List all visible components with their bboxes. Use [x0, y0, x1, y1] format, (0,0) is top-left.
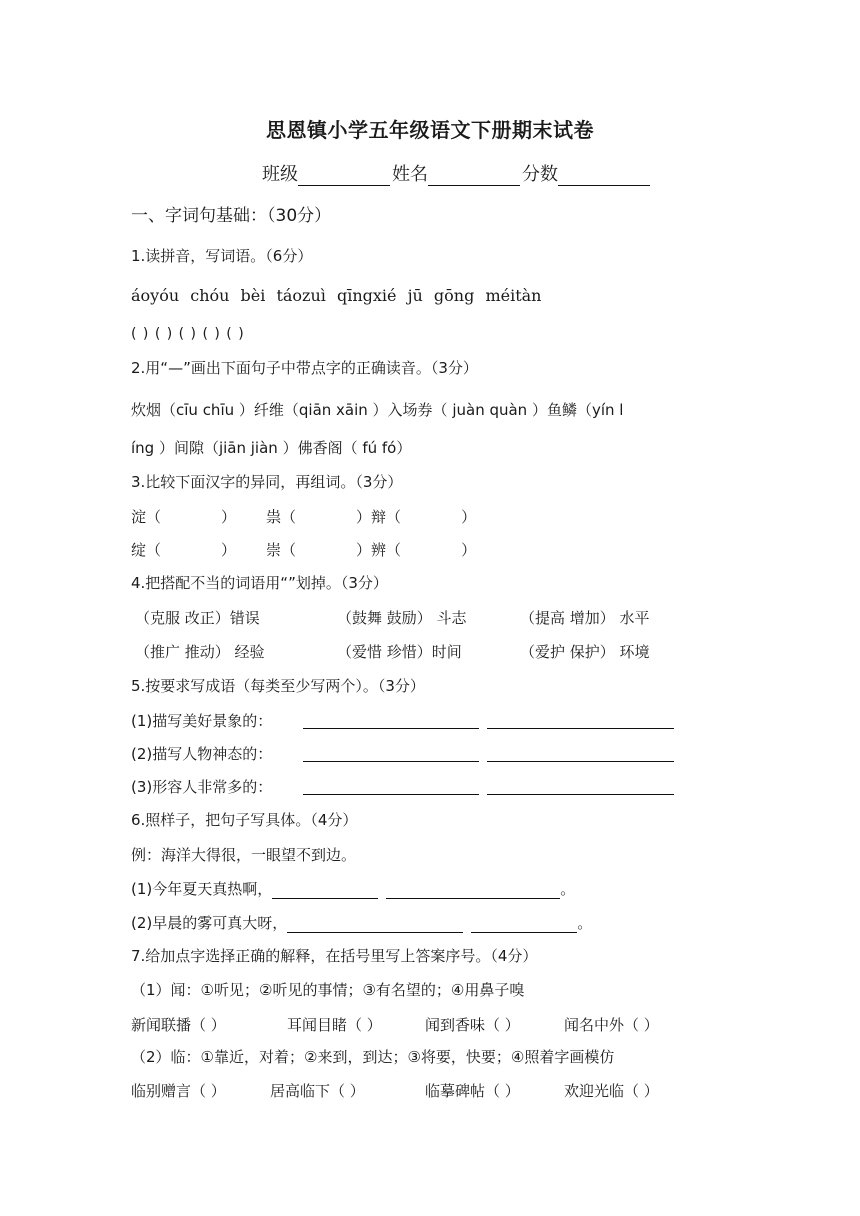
answer-line[interactable]	[287, 916, 463, 933]
q3-close: ）	[221, 541, 237, 559]
class-blank[interactable]	[298, 165, 390, 186]
q4-item[interactable]: （爱护 保护） 环境	[520, 643, 650, 661]
answer-line[interactable]	[487, 778, 674, 795]
q5-item	[131, 743, 272, 764]
q3-prompt: 3.比较下面汉字的异同，再组词。（3分）	[131, 473, 403, 491]
q1-answer-parens[interactable]: ( ) ( ) ( ) ( ) ( )	[131, 326, 244, 342]
q7-word[interactable]: 临摹碑帖（ ）	[425, 1082, 520, 1100]
q1-prompt: 1.读拼音，写词语。（6分）	[131, 247, 313, 265]
q4-item[interactable]: （克服 改正）错误	[135, 609, 260, 627]
answer-line[interactable]	[487, 712, 674, 729]
q5-item	[131, 710, 272, 731]
q5-label: (1)描写美好景象的：	[131, 712, 273, 730]
q6-prompt: 6.照样子，把句子写具体。（4分）	[131, 811, 358, 829]
exam-title: 思恩镇小学五年级语文下册期末试卷	[266, 118, 594, 142]
q2-prompt: 2.用“—”画出下面句子中带点字的正确读音。（3分）	[131, 359, 478, 377]
q3-char-3: ）辩（	[356, 508, 402, 526]
period: 。	[560, 880, 576, 898]
q7-word[interactable]: 闻名中外（ ）	[564, 1016, 659, 1034]
q3-char-6: ）辨（	[356, 541, 402, 559]
q3-char-4: 绽（	[131, 541, 162, 559]
q7-word[interactable]: 临别赠言（ ）	[131, 1082, 226, 1100]
q3-row	[131, 539, 476, 560]
q7-word[interactable]: 新闻联播（ ）	[131, 1016, 226, 1034]
student-info	[262, 160, 652, 186]
q5-prompt: 5.按要求写成语（每类至少写两个）。（3分）	[131, 677, 425, 695]
q5-item	[131, 776, 272, 797]
q4-item[interactable]: （爱惜 珍惜）时间	[337, 643, 462, 661]
q7-word[interactable]: 耳闻目睹（ ）	[287, 1016, 382, 1034]
q6-item-2	[131, 912, 592, 933]
q5-label: (2)描写人物神态的：	[131, 745, 273, 763]
q7-word[interactable]: 居高临下（ ）	[270, 1082, 365, 1100]
q7-word[interactable]: 欢迎光临（ ）	[564, 1082, 659, 1100]
score-blank[interactable]	[558, 165, 650, 186]
q4-item[interactable]: （推广 推动） 经验	[135, 643, 265, 661]
q3-char-5: 崇（	[266, 541, 297, 559]
period: 。	[577, 914, 593, 932]
q5-label: (3)形容人非常多的：	[131, 778, 273, 796]
q3-close: ）	[461, 508, 477, 526]
q3-char-1: 淀（	[131, 508, 162, 526]
answer-line[interactable]	[272, 882, 378, 899]
q1-pinyin: áoyóu chóu bèi táozuì qīngxié jū gōng méitàn	[131, 286, 542, 305]
answer-line[interactable]	[386, 882, 560, 899]
q4-prompt: 4.把搭配不当的词语用“”划掉。（3分）	[131, 574, 388, 592]
q3-row	[131, 506, 476, 527]
class-label: 班级	[262, 164, 298, 185]
q3-close: ）	[461, 541, 477, 559]
q2-line1: 炊烟（cīu chīu ）纤维（qiān xāin ）入场券（ juàn quàn ）鱼鳞（yín l	[131, 401, 624, 419]
q4-item[interactable]: （提高 增加） 水平	[520, 609, 650, 627]
answer-line[interactable]	[303, 778, 479, 795]
answer-line[interactable]	[303, 745, 479, 762]
q4-item[interactable]: （鼓舞 鼓励） 斗志	[337, 609, 467, 627]
q7-def-2: （2）临：①靠近，对着；②来到，到达；③将要，快要；④照着字画模仿	[131, 1048, 615, 1066]
q7-def-1: （1）闻：①听见；②听见的事情；③有名望的；④用鼻子嗅	[131, 981, 525, 999]
q7-prompt: 7.给加点字选择正确的解释，在括号里写上答案序号。（4分）	[131, 947, 538, 965]
section-heading: 一、字词句基础：（30分）	[131, 206, 332, 226]
q6-item-text: (2)早晨的雾可真大呀，	[131, 914, 288, 932]
q6-item-text: (1)今年夏天真热啊，	[131, 880, 273, 898]
q6-item-1	[131, 878, 575, 899]
q6-example: 例：海洋大得很，一眼望不到边。	[131, 846, 357, 864]
score-label: 分数	[522, 164, 558, 185]
name-label: 姓名	[392, 164, 428, 185]
q3-close: ）	[221, 508, 237, 526]
answer-line[interactable]	[471, 916, 577, 933]
q3-char-2: 祟（	[266, 508, 297, 526]
answer-line[interactable]	[303, 712, 479, 729]
q7-word[interactable]: 闻到香味（ ）	[425, 1016, 520, 1034]
q2-line2: íng ）间隙（jiān jiàn ）佛香阁（ fú fó）	[131, 439, 412, 457]
name-blank[interactable]	[428, 165, 520, 186]
answer-line[interactable]	[487, 745, 674, 762]
